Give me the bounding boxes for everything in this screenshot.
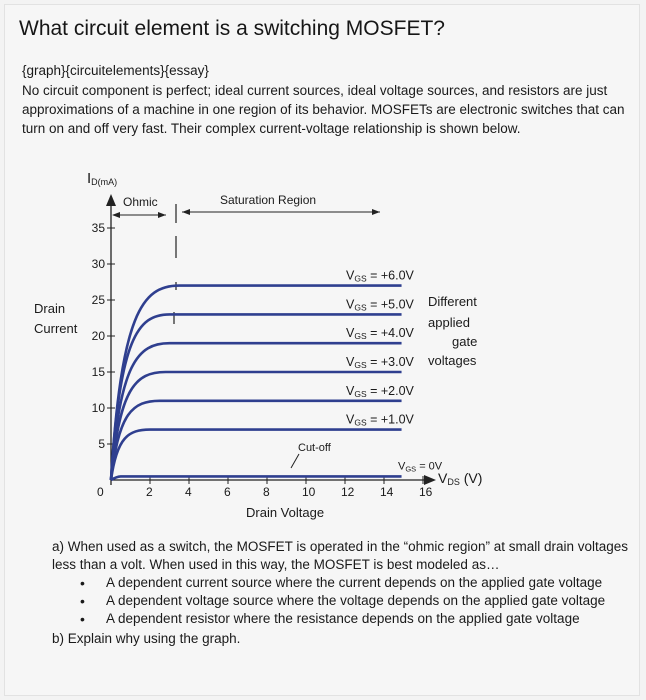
answer-section xyxy=(52,538,636,648)
x-tick-label: 6 xyxy=(224,485,231,499)
x-axis-title: Drain Voltage xyxy=(246,505,325,520)
y-tick-label: 35 xyxy=(91,221,105,235)
vgs-label: VGS = +5.0V xyxy=(346,297,414,313)
x-tick-label: 14 xyxy=(380,485,394,499)
question-title: What circuit element is a switching MOSFET? xyxy=(19,17,445,40)
x-tick-label: 10 xyxy=(302,485,316,499)
x-axis-arrow xyxy=(424,475,436,485)
vgs-label: VGS = +2.0V xyxy=(346,383,414,399)
y-tick-label: 25 xyxy=(91,293,105,307)
option-label: A dependent resistor where the resistance depends on the applied gate voltage xyxy=(106,611,580,626)
vgs-label: VGS = 0V xyxy=(398,460,443,474)
cutoff-pointer xyxy=(291,454,299,468)
y-axis-arrow xyxy=(106,194,116,206)
annotation-line3: gate xyxy=(452,334,478,349)
bullet-icon: • xyxy=(80,611,85,627)
option-current-source[interactable] xyxy=(52,574,636,592)
option-label: A dependent current source where the current depends on the applied gate voltage xyxy=(106,575,603,590)
option-resistor[interactable] xyxy=(52,610,636,628)
x-tick-label: 2 xyxy=(146,485,153,499)
question-tags: {graph}{circuitelements}{essay} xyxy=(22,63,209,78)
x-axis-symbol: VDS (V) xyxy=(438,470,483,487)
x-tick-label: 4 xyxy=(185,485,192,499)
y-tick-label: 15 xyxy=(91,365,105,379)
part-a-prompt: a) When used as a switch, the MOSFET is operated in the “ohmic region” at small drain voltages less than a volt. When used in this way, the MOSFET is best modeled as… xyxy=(52,539,629,572)
annotation-line2: applied xyxy=(428,315,470,330)
saturation-arrow-right-head xyxy=(372,209,380,215)
y-axis-symbol: ID(mA) xyxy=(87,170,118,187)
option-label: A dependent voltage source where the voltage depends on the applied gate voltage xyxy=(106,593,606,608)
x-tick-label: 12 xyxy=(341,485,355,499)
y-axis-title-line2: Current xyxy=(34,321,78,336)
option-list xyxy=(52,574,636,628)
saturation-region-label: Saturation Region xyxy=(220,193,317,207)
ohmic-label: Ohmic xyxy=(123,195,158,209)
y-axis-title-line1: Drain xyxy=(34,301,66,316)
bullet-icon: • xyxy=(80,593,85,609)
vgs-curve xyxy=(111,401,402,480)
mosfet-iv-chart xyxy=(0,160,646,530)
vgs-label: VGS = +4.0V xyxy=(346,326,414,342)
vgs-curves xyxy=(111,286,402,480)
vgs-label: VGS = +6.0V xyxy=(346,268,414,284)
option-voltage-source[interactable] xyxy=(52,592,636,610)
question-intro: No circuit component is perfect; ideal current sources, ideal voltage sources, and resistors are just approximations of a machine in one region of its behavior. MOSFETs are electronic switches that can turn on and off very fast. Their complex current-voltage relationship is shown below. xyxy=(22,83,625,136)
x-tick-label: 16 xyxy=(419,485,433,499)
annotation-line4: voltages xyxy=(428,353,477,368)
ohmic-arrow-right-head xyxy=(158,212,166,218)
vgs-label: VGS = +1.0V xyxy=(346,412,414,428)
vgs-curve xyxy=(111,430,402,480)
annotation-line1: Different xyxy=(428,294,477,309)
cutoff-label: Cut-off xyxy=(298,442,331,454)
part-b-prompt: b) Explain why using the graph. xyxy=(52,631,241,646)
vgs-label: VGS = +3.0V xyxy=(346,355,414,370)
y-tick-label: 30 xyxy=(91,257,105,271)
saturation-arrow-left-head xyxy=(182,209,190,215)
ohmic-arrow-left-head xyxy=(112,212,120,218)
x-tick-label: 0 xyxy=(97,485,104,499)
x-tick-label: 8 xyxy=(263,485,270,499)
y-tick-label: 10 xyxy=(91,401,105,415)
bullet-icon: • xyxy=(80,575,85,591)
y-tick-label: 5 xyxy=(98,437,105,451)
y-tick-label: 20 xyxy=(91,329,105,343)
different-gate-voltages-annotation xyxy=(428,294,477,368)
